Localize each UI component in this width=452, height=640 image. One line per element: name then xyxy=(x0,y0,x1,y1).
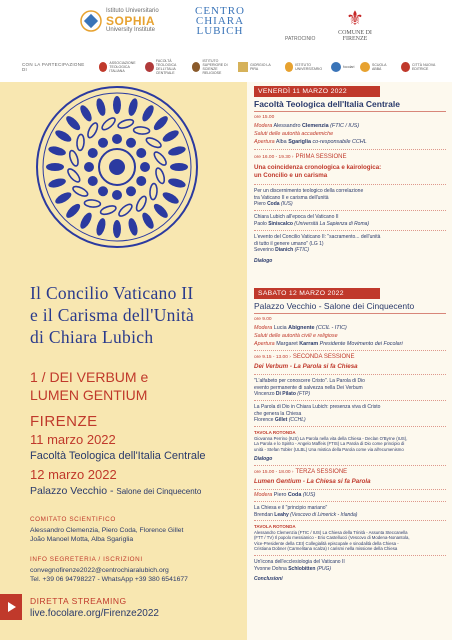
rosette-ornament xyxy=(112,190,122,200)
live-label: DIRETTA STREAMING xyxy=(30,596,127,606)
comitato-line-2: João Manoel Motta, Alba Sgariglia xyxy=(30,536,134,543)
apertura: Apertura Alba Sgariglia co-responsabile CCHL xyxy=(254,139,367,145)
rosette-ornament xyxy=(98,138,108,148)
rosette-ornament xyxy=(66,167,82,184)
rosette-ornament xyxy=(84,162,94,172)
rosette-ornament xyxy=(54,190,74,206)
rosette-ornament xyxy=(136,148,146,158)
session-1: ore 16.00 - 19.30 › PRIMA SESSIONE xyxy=(254,154,347,160)
divider xyxy=(254,313,446,314)
rosette-ornament xyxy=(112,134,122,144)
divider xyxy=(254,350,446,351)
day-2-header: SABATO 12 MARZO 2022 xyxy=(254,288,380,299)
partner-logo: GIORGIO LA PIRA xyxy=(238,59,278,75)
talk: Per un discernimento teologico della correlazione tra Vaticano II e carisma dell'unità Piero Coda (IUS) xyxy=(254,188,364,207)
rosette-ornament xyxy=(98,186,108,196)
centro-chiara-lubich-logo xyxy=(190,6,250,36)
main-title xyxy=(30,282,250,348)
rosette-ornament xyxy=(78,211,94,231)
rosette-ornament xyxy=(140,211,156,231)
rosette-ornament xyxy=(152,150,168,167)
moderator: Modera Alessandro Clemenzia (FTIC / IUS) xyxy=(254,123,360,129)
date-day-2: 12 marzo 2022 xyxy=(30,467,117,482)
title-line-2: e il Carisma dell'Unità xyxy=(30,305,195,325)
rosette-ornament xyxy=(170,163,188,171)
saluti: Saluti delle autorità accademiche xyxy=(254,131,334,137)
rosette-ornament xyxy=(152,114,170,132)
rosette-ornament xyxy=(117,118,134,130)
rosette-ornament xyxy=(145,136,162,149)
rosette-ornament xyxy=(127,97,139,116)
rosette-ornament xyxy=(47,177,66,189)
rosette-ornament xyxy=(76,134,84,150)
divider xyxy=(254,230,446,231)
sophia-line1: Istituto Universitario xyxy=(106,8,159,14)
tavola-rotonda-2: TAVOLA ROTONDA Alessandro Clemenzia (FTIC / IUS) La Chiesa della Trinità - Assunta Steccanella (FTT / TV) Il popolo messianico - Erio Castellucci (Vescovo di Modena-Nonantola, Vice-Presidente della CEI) Collegialità episcopale e sinodalità della Chiesa - Cristiana Dobner (Carmelitana scalza) I carismi nella missione della Chiesa xyxy=(254,524,410,552)
divider xyxy=(254,520,446,521)
venue-day-2: Palazzo Vecchio - Salone dei Cinquecento xyxy=(30,485,202,497)
divider xyxy=(254,489,446,490)
moderator: Modera Lucia Abignente (CCIL - ITIC) xyxy=(254,325,347,331)
partner-logo: SCUOLA ABBÀ xyxy=(360,59,395,75)
info-label: INFO SEGRETERIA / ISCRIZIONI xyxy=(30,556,143,563)
program-column xyxy=(247,82,452,640)
city: FIRENZE xyxy=(30,413,98,430)
subtitle-line-1: 1 / DEI VERBUM e xyxy=(30,369,149,385)
talk: "L'alfabeto per conoscere Cristo". La Parola di Dio evento permanente di salvezza nella Dei Verbum Vincenzo Di Pilato (FTP) xyxy=(254,378,365,397)
rosette-ornament xyxy=(117,202,134,218)
title-line-1: Il Concilio Vaticano II xyxy=(30,283,194,303)
day-2-place: Palazzo Vecchio - Salone dei Cinquecento xyxy=(254,301,415,311)
rosette-ornament xyxy=(72,185,89,198)
subtitle-line-2: LUMEN GENTIUM xyxy=(30,387,148,403)
talk: Chiara Lubich all'epoca del Vaticano II Paolo Siniscalco (Università La Sapienza di Roma) xyxy=(254,214,370,227)
session-3-title: Lumen Gentium - La Chiesa si fa Parola xyxy=(254,478,371,485)
saluti: Saluti delle autorità civili e religiose xyxy=(254,333,338,339)
apertura: Apertura Margaret Karram Presidente Movimento dei Focolari xyxy=(254,341,403,347)
rosette-ornament xyxy=(78,104,94,124)
left-column xyxy=(0,82,247,640)
title-line-3: di Chiara Lubich xyxy=(30,327,154,347)
divider xyxy=(254,426,446,427)
rosette-ornament xyxy=(133,126,149,134)
centro-l1: CENTRO xyxy=(195,5,245,17)
partecipazione-label: CON LA PARTECIPAZIONE DI xyxy=(22,62,85,72)
rosette-ornament xyxy=(100,204,117,216)
rosette-ornament xyxy=(64,114,82,132)
comune-firenze-logo xyxy=(330,8,380,42)
partners-row xyxy=(22,58,442,76)
rosette-ornament xyxy=(84,199,100,207)
comitato-label: COMITATO SCIENTIFICO xyxy=(30,516,116,523)
rosette-ornament xyxy=(161,128,181,144)
play-icon[interactable] xyxy=(0,594,22,620)
partner-logo: FACOLTÀ TEOLOGICA DELL'ITALIA CENTRALE xyxy=(145,59,186,75)
sophia-logo xyxy=(80,8,159,34)
partner-logo: CITTÀ NUOVA EDITRICE xyxy=(401,59,442,75)
rosette-ornament xyxy=(54,128,74,144)
rosette-ornament xyxy=(152,202,170,220)
divider xyxy=(254,555,446,556)
tavola-rotonda-1: TAVOLA ROTONDA Giovanna Perrino (IUS) La Parola nella vita della Chiesa - Declan O'Byrne (IUS), La Parola e lo Spirito - Angelo Maffeis (FTIS) La Parola di Dio come principio di unità - Stefan Tobler (ULBL) Una mistica della Parola come via all'ecumenismo xyxy=(254,430,408,452)
rosette-ornament xyxy=(100,116,117,132)
comitato-line-1: Alessandro Clemenzia, Piero Coda, Florence Gillet xyxy=(30,527,184,534)
divider xyxy=(254,465,446,466)
session-2-title: Dei Verbum - La Parola si fa Chiesa xyxy=(254,363,358,370)
sophia-line3: University Institute xyxy=(106,27,156,33)
rosette-ornament xyxy=(140,162,150,172)
rosette-ornament xyxy=(113,96,121,114)
live-url[interactable]: live.focolare.org/Firenze2022 xyxy=(30,608,159,619)
rosette-ornament xyxy=(88,176,98,186)
divider xyxy=(254,111,446,112)
session-2: ore 9.15 - 13.00 › SECONDA SESSIONE xyxy=(254,354,355,360)
rosette-ornament xyxy=(95,217,107,236)
info-email[interactable]: convegnofirenze2022@centrochiaralubich.org xyxy=(30,567,169,574)
venue-day-1: Facoltà Teologica dell'Italia Centrale xyxy=(30,450,206,462)
rosette-ornament xyxy=(95,97,107,116)
divider xyxy=(254,149,446,150)
rosette-ornament xyxy=(136,176,146,186)
rosette-ornament xyxy=(68,150,80,167)
rosette-ornament xyxy=(86,122,99,139)
rosette-emblem xyxy=(30,82,205,252)
partner-logo: ASSOCIAZIONE TEOLOGICA ITALIANA xyxy=(99,59,140,75)
centro-l3: LUBICH xyxy=(196,25,244,37)
rosette-ornament xyxy=(126,138,136,148)
day-1-place: Facoltà Teologica dell'Italia Centrale xyxy=(254,99,400,109)
header xyxy=(0,0,452,82)
rosette-ornament xyxy=(109,159,125,175)
partner-logo: focolari xyxy=(331,59,354,75)
info-phone: Tel. +39 06 94798227 - WhatsApp +39 380 6541677 xyxy=(30,576,188,583)
session-1-title: Una coincidenza cronologica e kairologica: un Concilio e un carisma xyxy=(254,164,382,179)
dialogo: Dialogo xyxy=(254,258,273,264)
rosette-ornament xyxy=(88,148,98,158)
talk: La Chiesa e il "principio mariano" Brendan Leahy (Vescovo di Limerick - Irlanda) xyxy=(254,505,358,518)
partner-logo: ISTITUTO UNIVERSITARIO xyxy=(285,59,326,75)
rosette-ornament xyxy=(149,183,157,199)
rosette-ornament xyxy=(135,195,148,212)
talk: La Parola di Dio in Chiara Lubich: presenza viva di Cristo che genera la Chiesa Florence Gillet (CCHL) xyxy=(254,404,381,423)
rosette-ornament xyxy=(127,217,139,236)
sophia-logo-icon xyxy=(80,10,102,32)
rosette-ornament xyxy=(46,163,64,171)
session-3: ore 15.00 - 18.00 › TERZA SESSIONE xyxy=(254,469,348,475)
conclusioni: Conclusioni xyxy=(254,576,283,582)
subtitle xyxy=(30,368,230,404)
rosette-ornament xyxy=(161,190,181,206)
time: ore 15.00 xyxy=(254,115,275,120)
rosette-ornament xyxy=(167,177,186,189)
moderator: Modera Piero Coda (IUS) xyxy=(254,492,316,498)
rosette-ornament xyxy=(64,202,82,220)
fleur-de-lis-icon: ⚜ xyxy=(346,8,364,30)
rosette-ornament xyxy=(113,220,121,238)
partner-logo: ISTITUTO SUPERIORE DI SCIENZE RELIGIOSE xyxy=(192,59,233,75)
centro-l2: CHIARA xyxy=(195,15,245,27)
patrocinio-label: PATROCINIO xyxy=(285,36,316,42)
comune-name: COMUNE DI FIRENZE xyxy=(338,30,372,42)
talk: L'evento del Concilio Vaticano II: "sacramento... dell'unità di tutto il genere umano" (LG 1) Severino Dianich (FTIC) xyxy=(254,234,381,253)
sophia-name: SOPHIA xyxy=(106,14,156,28)
divider xyxy=(254,184,446,185)
talk: Un'icona dell'ecclesiologia del Vaticano II Yvonne Dohna Schlobitten (PUG) xyxy=(254,559,345,572)
rosette-ornament xyxy=(47,145,66,157)
dialogo: Dialogo xyxy=(254,456,273,462)
divider xyxy=(254,210,446,211)
rosette-ornament xyxy=(140,104,156,124)
day-1-header: VENERDÌ 11 MARZO 2022 xyxy=(254,86,380,97)
rosette-ornament xyxy=(126,186,136,196)
time: ore 9.00 xyxy=(254,317,272,322)
rosette-ornament xyxy=(154,167,166,184)
divider xyxy=(254,400,446,401)
divider xyxy=(254,374,446,375)
date-day-1: 11 marzo 2022 xyxy=(30,432,116,447)
rosette-ornament xyxy=(167,145,186,157)
divider xyxy=(254,501,446,502)
